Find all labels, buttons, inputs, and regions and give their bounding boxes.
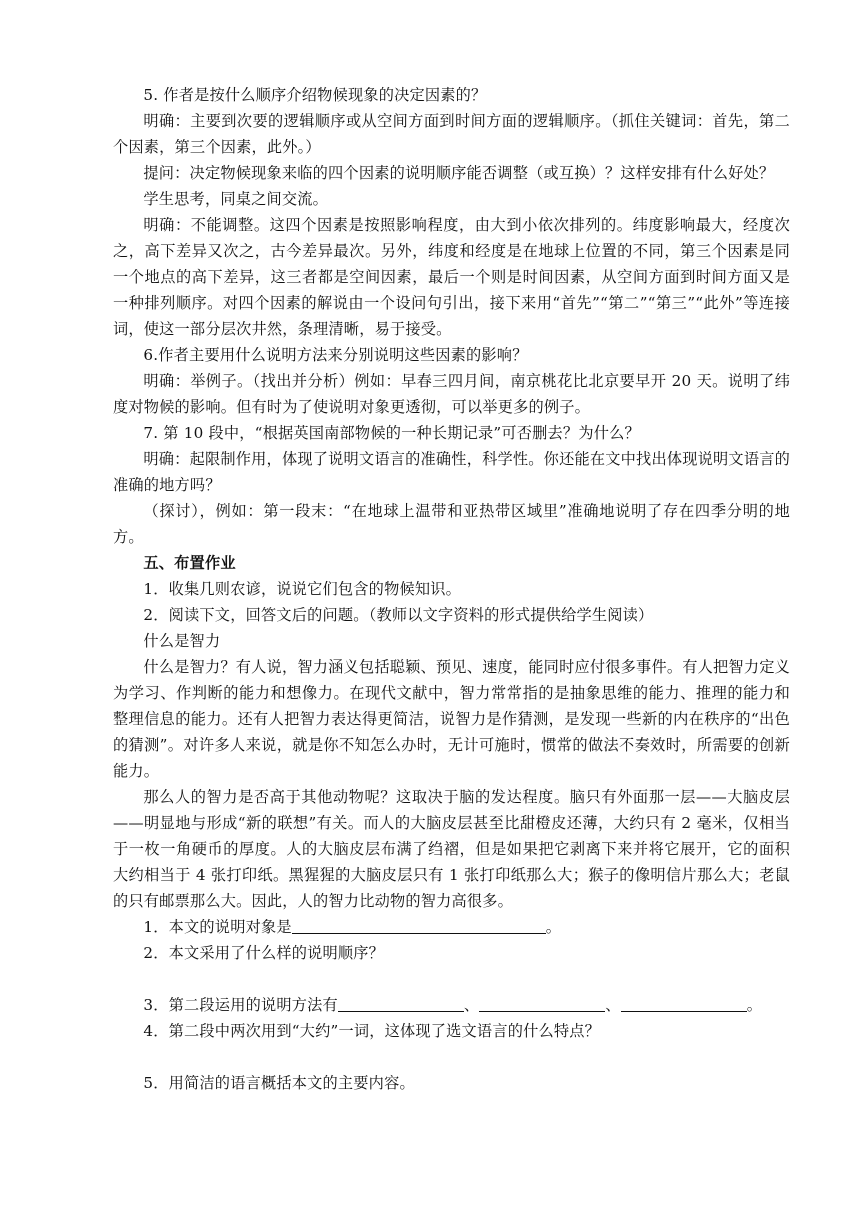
exercise-question-3 (113, 992, 790, 1018)
question-6-answer: 明确：举例子。（找出并分析）例如：早春三四月间，南京桃花比北京要早开 20 天。说明了纬度对物候的影响。但有时为了使说明对象更透彻，可以举更多的例子。 (113, 372, 790, 416)
question-7-answer: 明确：起限制作用，体现了说明文语言的准确性，科学性。你还能在文中找出体现说明文语言的准确的地方吗？ (113, 450, 790, 494)
homework-task-1: 1．收集几则农谚，说说它们包含的物候知识。 (143, 580, 462, 598)
punctuation: 、 (605, 996, 621, 1014)
answer-blank[interactable] (338, 995, 464, 1012)
exercise-question-5: 5．用简洁的语言概括本文的主要内容。 (143, 1074, 415, 1092)
answer-space (113, 966, 790, 992)
article-paragraph-1: 什么是智力？有人说，智力涵义包括聪颖、预见、速度，能同时应付很多事件。有人把智力定义为学习、作判断的能力和想像力。在现代文献中，智力常常指的是抽象思维的能力、推理的能力和整理信息的能力。还有人把智力表达得更简洁，说智力是作猜测，是发现一些新的内在秩序的“出色的猜测”。对许多人来说，就是你不知怎么办时，无计可施时，惯常的做法不奏效时，所需要的创新能力。 (113, 658, 790, 780)
question-6: 6.作者主要用什么说明方法来分别说明这些因素的影响？ (143, 346, 528, 364)
exercise-question-1 (113, 914, 790, 940)
exercise-question-4: 4．第二段中两次用到“大约”一词，这体现了选文语言的什么特点？ (143, 1022, 601, 1040)
section-heading: 五、布置作业 (143, 554, 236, 572)
punctuation: 。 (545, 918, 562, 936)
exercise-question-3-text: 3．第二段运用的说明方法有 (143, 996, 338, 1014)
answer-blank[interactable] (292, 917, 546, 934)
exercise-question-1-text: 1．本文的说明对象是 (143, 918, 292, 936)
article-title: 什么是智力 (143, 632, 221, 650)
student-activity: 学生思考，同桌之间交流。 (143, 190, 329, 208)
question-5-answer: 明确：主要到次要的逻辑顺序或从空间方面到时间方面的逻辑顺序。（抓住关键词：首先，第二个因素，第三个因素，此外。） (113, 112, 790, 156)
punctuation: 。 (746, 996, 763, 1014)
question-5-answer-2: 明确：不能调整。这四个因素是按照影响程度，由大到小依次排列的。纬度影响最大，经度次之，高下差异又次之，古今差异最次。另外，纬度和经度是在地球上位置的不同，第三个因素是同一个地点的高下差异，这三者都是空间因素，最后一个则是时间因素，从空间方面到时间方面又是一种排列顺序。对四个因素的解说由一个设问句引出，接下来用“首先”“第二”“第三”“此外”等连接词，使这一部分层次井然，条理清晰，易于接受。 (113, 216, 790, 338)
answer-blank[interactable] (479, 995, 605, 1012)
homework-task-2: 2．阅读下文，回答文后的问题。（教师以文字资料的形式提供给学生阅读） (143, 606, 654, 624)
question-7: 7. 第 10 段中，“根据英国南部物候的一种长期记录”可否删去？为什么？ (143, 424, 640, 442)
question-5: 5. 作者是按什么顺序介绍物候现象的决定因素的？ (143, 86, 487, 104)
document-body (113, 82, 790, 1096)
punctuation: 、 (463, 996, 480, 1014)
question-7-discussion: （探讨），例如：第一段末：“在地球上温带和亚热带区域里”准确地说明了存在四季分明的地方。 (113, 502, 790, 546)
answer-space (113, 1044, 790, 1070)
exercise-question-2: 2．本文采用了什么样的说明顺序？ (143, 944, 385, 962)
question-5-prompt: 提问：决定物候现象来临的四个因素的说明顺序能否调整（或互换）？这样安排有什么好处？ (143, 164, 775, 182)
answer-blank[interactable] (621, 995, 747, 1012)
article-paragraph-2: 那么人的智力是否高于其他动物呢？这取决于脑的发达程度。脑只有外面那一层——大脑皮层——明显地与形成“新的联想”有关。而人的大脑皮层甚至比甜橙皮还薄，大约只有 2 毫米，仅相当于一枚一角硬币的厚度。人的大脑皮层布满了绉褶，但是如果把它剥离下来并将它展开，它的面积大约相当于 4 张打印纸。黑猩猩的大脑皮层只有 1 张打印纸那么大；猴子的像明信片那么大；老鼠的只有邮票那么大。因此，人的智力比动物的智力高很多。 (113, 788, 790, 910)
